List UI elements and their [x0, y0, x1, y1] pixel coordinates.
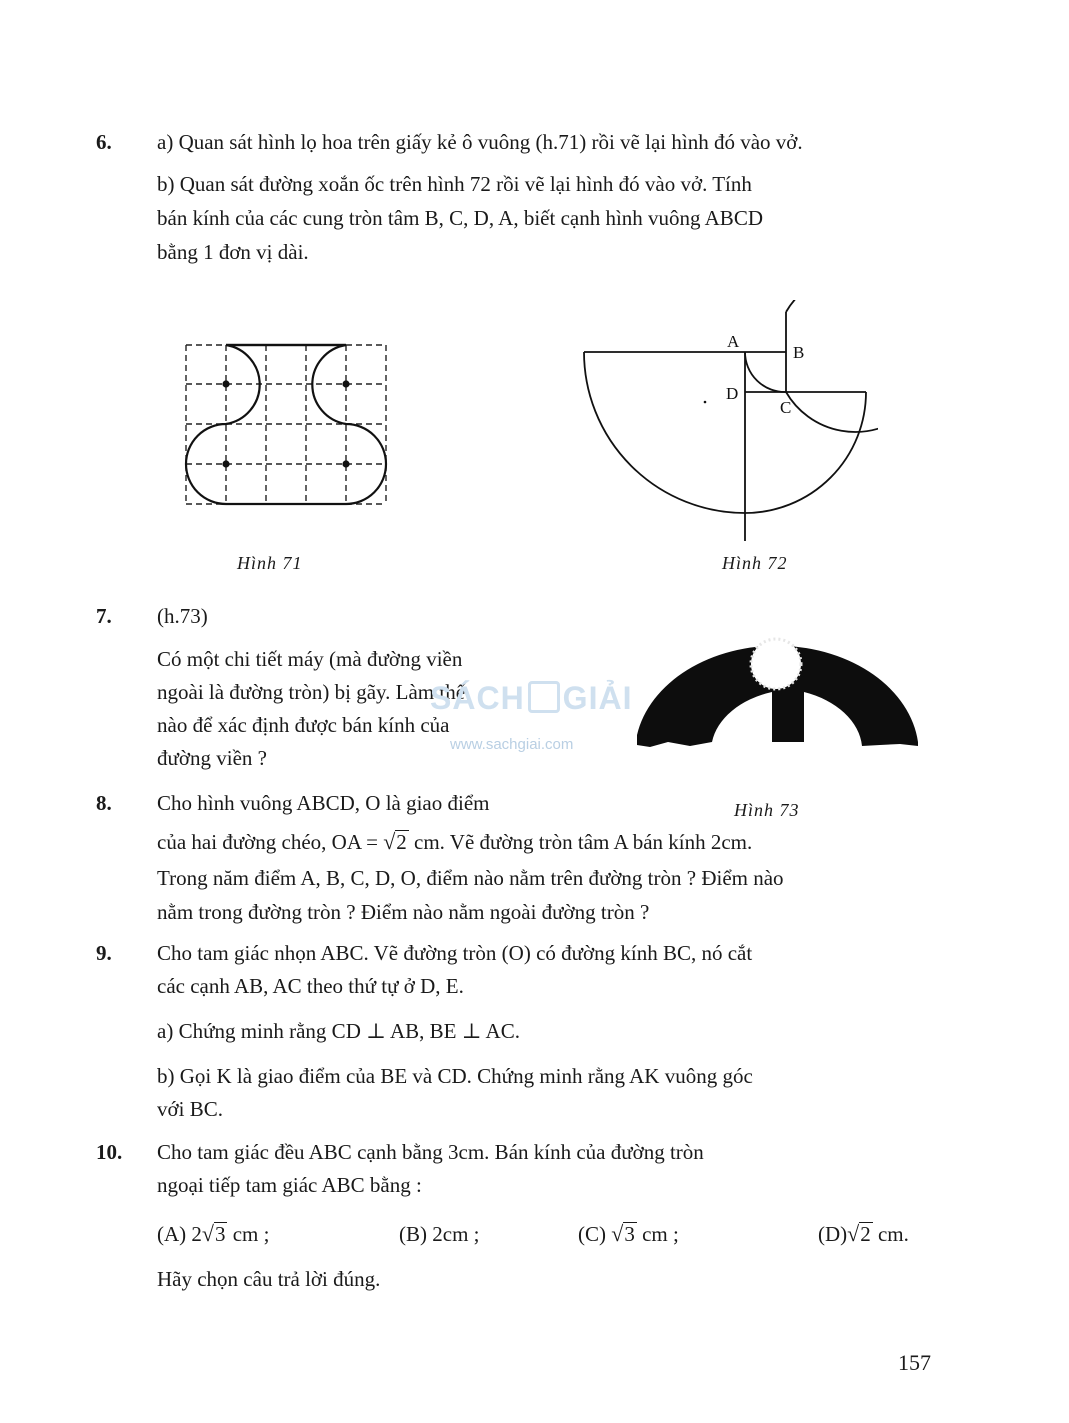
exercise-9-part-b-line1: b) Gọi K là giao điểm của BE và CD. Chứng minh rằng AK vuông góc: [157, 1064, 753, 1088]
sqrt-radicand: 2: [396, 830, 407, 854]
option-c: (C) √3 cm ;: [578, 1221, 679, 1246]
exercise-9-line1: Cho tam giác nhọn ABC. Vẽ đường tròn (O) có đường kính BC, nó cắt: [157, 941, 753, 965]
point-d-label: D: [726, 384, 739, 403]
figure-72-spiral: [578, 300, 878, 550]
option-d: (D)√2 cm.: [818, 1221, 909, 1246]
exercise-9-line2: các cạnh AB, AC theo thứ tự ở D, E.: [157, 974, 464, 998]
exercise-6-part-b-line1: b) Quan sát đường xoắn ốc trên hình 72 rồi vẽ lại hình đó vào vở. Tính: [157, 172, 752, 196]
figure-71-vase: [176, 336, 396, 516]
watermark-logo-icon: [528, 681, 560, 713]
exercise-6-number: 6.: [96, 130, 112, 154]
exercise-7-number: 7.: [96, 604, 112, 628]
exercise-6-part-a: a) Quan sát hình lọ hoa trên giấy kẻ ô vuông (h.71) rồi vẽ lại hình đó vào vở.: [157, 130, 803, 154]
exercise-7-line2: ngoài là đường tròn) bị gãy. Làm thế: [157, 680, 466, 704]
exercise-8-line2: của hai đường chéo, OA = √2 cm. Vẽ đường tròn tâm A bán kính 2cm.: [157, 829, 753, 854]
figure-73-caption: Hình 73: [734, 800, 800, 820]
point-c-label: C: [780, 398, 792, 417]
point-b-label: B: [793, 343, 805, 362]
sqrt-radicand: 2: [860, 1222, 871, 1246]
exercise-9-number: 9.: [96, 941, 112, 965]
watermark-url: www.sachgiai.com: [450, 736, 574, 753]
exercise-8-line4: nằm trong đường tròn ? Điểm nào nằm ngoài đường tròn ?: [157, 900, 650, 924]
figure-72-caption: Hình 72: [722, 553, 788, 573]
figure-71-caption: Hình 71: [237, 553, 303, 573]
exercise-9-part-b-line2: với BC.: [157, 1097, 223, 1121]
option-b: (B) 2cm ;: [399, 1222, 480, 1246]
exercise-7-reference: (h.73): [157, 604, 208, 628]
option-a: (A) 2√3 cm ;: [157, 1221, 270, 1246]
figure-73-broken-part: [630, 620, 930, 760]
exercise-8-line1: Cho hình vuông ABCD, O là giao điểm: [157, 791, 490, 815]
exercise-7-line4: đường viền ?: [157, 746, 267, 770]
exercise-10-instruction: Hãy chọn câu trả lời đúng.: [157, 1267, 381, 1291]
exercise-8-line3: Trong năm điểm A, B, C, D, O, điểm nào nằm trên đường tròn ? Điểm nào: [157, 866, 784, 890]
exercise-10-line2: ngoại tiếp tam giác ABC bằng :: [157, 1173, 422, 1197]
exercise-10-number: 10.: [96, 1140, 123, 1164]
exercise-9-part-a: a) Chứng minh rằng CD ⊥ AB, BE ⊥ AC.: [157, 1019, 520, 1043]
exercise-10-line1: Cho tam giác đều ABC cạnh bằng 3cm. Bán kính của đường tròn: [157, 1140, 704, 1164]
page-number: 157: [898, 1350, 931, 1375]
sqrt-radicand: 3: [624, 1222, 635, 1246]
exercise-6-part-b-line3: bằng 1 đơn vị dài.: [157, 240, 309, 264]
exercise-7-line1: Có một chi tiết máy (mà đường viền: [157, 647, 463, 671]
exercise-6-part-b-line2: bán kính của các cung tròn tâm B, C, D, A, biết cạnh hình vuông ABCD: [157, 206, 763, 230]
watermark-brand: SÁCH GIẢI: [430, 680, 633, 716]
sqrt-radicand: 3: [214, 1222, 226, 1246]
point-a-label: A: [727, 332, 740, 351]
exercise-7-line3: nào để xác định được bán kính của: [157, 713, 450, 737]
exercise-8-number: 8.: [96, 791, 112, 815]
